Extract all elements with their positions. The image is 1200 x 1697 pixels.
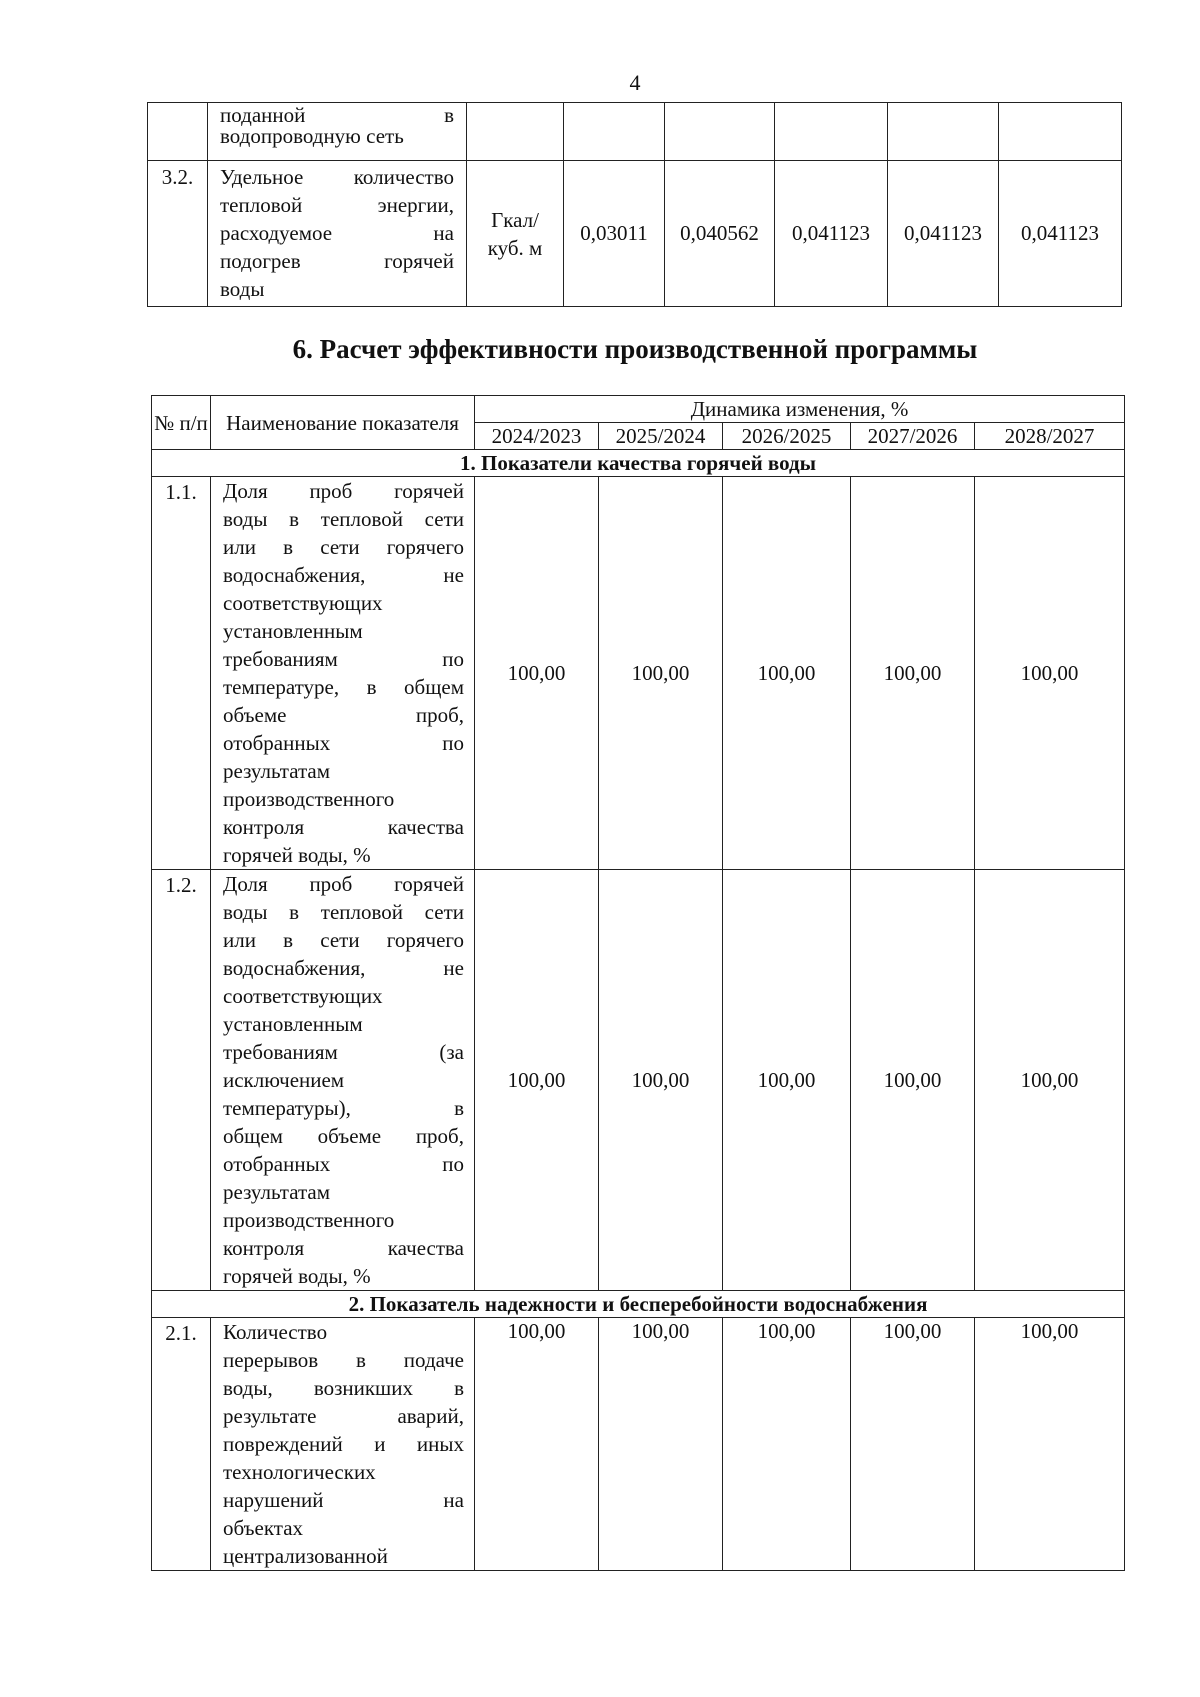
table-header-row <box>152 396 1125 423</box>
value-cell: 100,00 <box>723 1318 851 1571</box>
value-cell <box>564 103 665 161</box>
indicator-name: поданной в водопроводную сеть <box>208 103 467 161</box>
header-number: № п/п <box>152 396 211 450</box>
table-row <box>152 1318 1125 1571</box>
efficiency-table <box>151 395 1125 1571</box>
value-cell <box>665 103 775 161</box>
indicator-name: Доля проб горячей воды в тепловой сети или в сети горячего водоснабжения, не соответствующих установленным требованиям (за исключением температуры), в общем объеме проб, отобранных по результатам производственного контроля качества горячей воды, % <box>211 870 475 1291</box>
table-row <box>148 161 1122 307</box>
value-cell: 0,041123 <box>999 161 1122 307</box>
header-year: 2025/2024 <box>599 423 723 450</box>
value-cell: 100,00 <box>975 870 1125 1291</box>
indicator-name: Доля проб горячей воды в тепловой сети или в сети горячего водоснабжения, не соответствующих установленным требованиям по температуре, в общем объеме проб, отобранных по результатам производственного контроля качества горячей воды, % <box>211 477 475 870</box>
table-row <box>152 477 1125 870</box>
table-row <box>152 870 1125 1291</box>
header-year: 2024/2023 <box>475 423 599 450</box>
value-cell: 100,00 <box>851 477 975 870</box>
value-cell <box>888 103 999 161</box>
indicator-name: Удельное количество тепловой энергии, расходуемое на подогрев горячей воды <box>208 161 467 307</box>
value-cell: 100,00 <box>723 870 851 1291</box>
row-number: 3.2. <box>148 161 208 307</box>
row-number: 2.1. <box>152 1318 211 1571</box>
value-cell: 100,00 <box>851 1318 975 1571</box>
value-cell: 100,00 <box>475 870 599 1291</box>
value-cell: 0,041123 <box>888 161 999 307</box>
header-year: 2027/2026 <box>851 423 975 450</box>
value-cell: 100,00 <box>599 1318 723 1571</box>
value-cell: 100,00 <box>475 477 599 870</box>
group-header-row <box>152 450 1125 477</box>
table-row <box>148 103 1122 161</box>
indicator-name: Количество перерывов в подаче воды, возникших в результате аварий, повреждений и иных технологических нарушений на объектах централизованной <box>211 1318 475 1571</box>
row-number <box>148 103 208 161</box>
header-dynamics: Динамика изменения, % <box>475 396 1125 423</box>
value-cell <box>775 103 888 161</box>
page-number: 4 <box>629 70 641 95</box>
value-cell: 100,00 <box>475 1318 599 1571</box>
header-year: 2028/2027 <box>975 423 1125 450</box>
group-header-row <box>152 1291 1125 1318</box>
continuation-table <box>147 102 1122 307</box>
value-cell: 100,00 <box>975 1318 1125 1571</box>
value-cell: 100,00 <box>723 477 851 870</box>
header-name: Наименование показателя <box>211 396 475 450</box>
section-title: 6. Расчет эффективности производственной программы <box>292 334 978 364</box>
group-title: 1. Показатели качества горячей воды <box>152 450 1125 477</box>
value-cell <box>999 103 1122 161</box>
unit-cell: Гкал/ куб. м <box>467 161 564 307</box>
value-cell: 100,00 <box>599 870 723 1291</box>
unit-cell <box>467 103 564 161</box>
row-number: 1.2. <box>152 870 211 1291</box>
header-year: 2026/2025 <box>723 423 851 450</box>
value-cell: 100,00 <box>975 477 1125 870</box>
value-cell: 0,03011 <box>564 161 665 307</box>
value-cell: 0,041123 <box>775 161 888 307</box>
row-number: 1.1. <box>152 477 211 870</box>
value-cell: 100,00 <box>599 477 723 870</box>
value-cell: 100,00 <box>851 870 975 1291</box>
value-cell: 0,040562 <box>665 161 775 307</box>
group-title: 2. Показатель надежности и бесперебойности водоснабжения <box>152 1291 1125 1318</box>
